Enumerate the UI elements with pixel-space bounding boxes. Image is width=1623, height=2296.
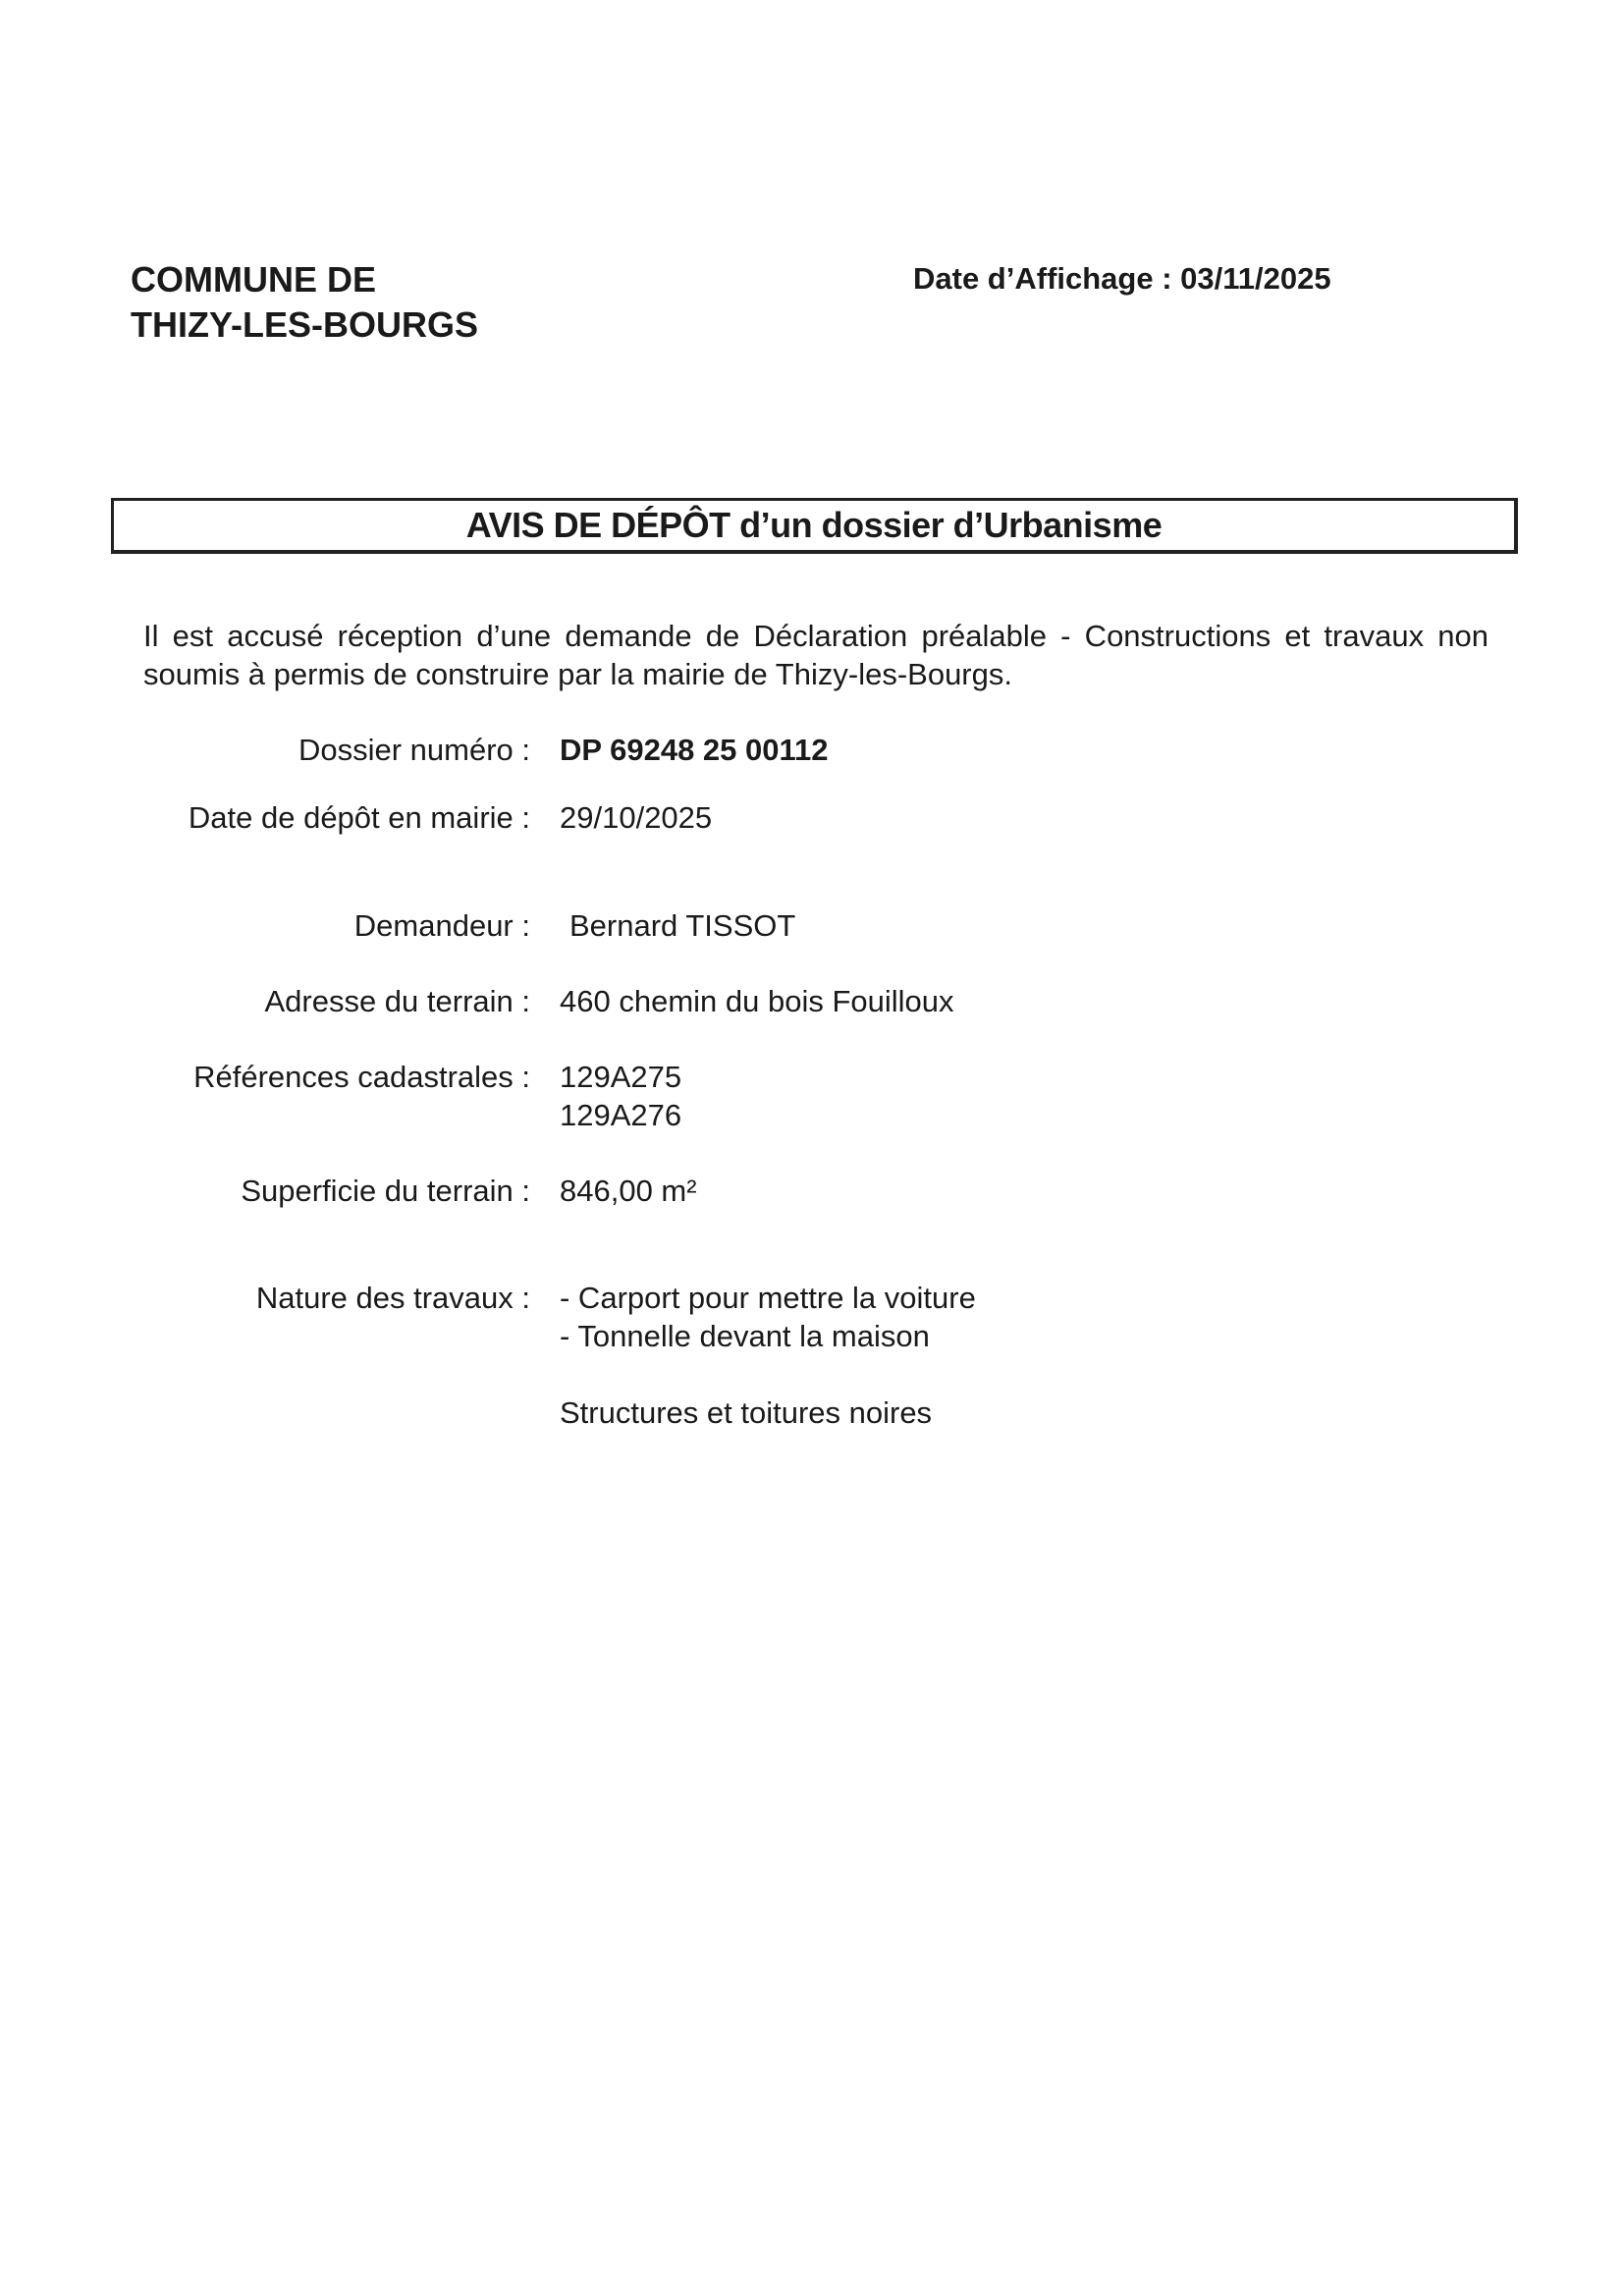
field-label: Date de dépôt en mairie :	[188, 800, 530, 835]
field-label: Adresse du terrain :	[264, 984, 530, 1018]
date-affichage-value: 03/11/2025	[1180, 261, 1331, 296]
intro-paragraph: Il est accusé réception d’une demande de Déclaration préalable - Constructions et travaux non soumis à permis de construire par la mairie de Thizy-les-Bourgs.	[143, 619, 1488, 691]
field-value: 460 chemin du bois Fouilloux	[560, 984, 954, 1018]
travaux-note: Structures et toitures noires	[560, 1395, 933, 1430]
field-label: Superficie du terrain :	[241, 1174, 530, 1208]
field-value: Bernard TISSOT	[569, 908, 796, 943]
field-label: Nature des travaux :	[255, 1281, 530, 1315]
field-label: Dossier numéro :	[298, 733, 530, 767]
date-affichage	[913, 261, 1331, 297]
commune-line-1: COMMUNE DE	[131, 259, 376, 300]
field-value: 29/10/2025	[560, 800, 713, 835]
field-value-list	[560, 1279, 976, 1432]
travaux-item: - Tonnelle devant la maison	[560, 1319, 930, 1353]
field-value-list	[560, 1058, 681, 1134]
field-label: Références cadastrales :	[193, 1060, 530, 1094]
notice-title-box	[111, 498, 1518, 554]
notice-title: AVIS DE DÉPÔT d’un dossier d’Urbanisme	[465, 505, 1163, 545]
cadastre-ref: 129A275	[560, 1060, 682, 1094]
field-value: 846,00 m²	[560, 1174, 697, 1208]
field-label: Demandeur :	[353, 908, 530, 943]
commune-line-2: THIZY-LES-BOURGS	[131, 304, 479, 345]
date-affichage-label: Date d’Affichage :	[913, 261, 1172, 296]
travaux-item: - Carport pour mettre la voiture	[560, 1281, 976, 1315]
field-value: DP 69248 25 00112	[560, 733, 829, 767]
commune-name	[131, 257, 478, 348]
cadastre-ref: 129A276	[560, 1098, 682, 1132]
